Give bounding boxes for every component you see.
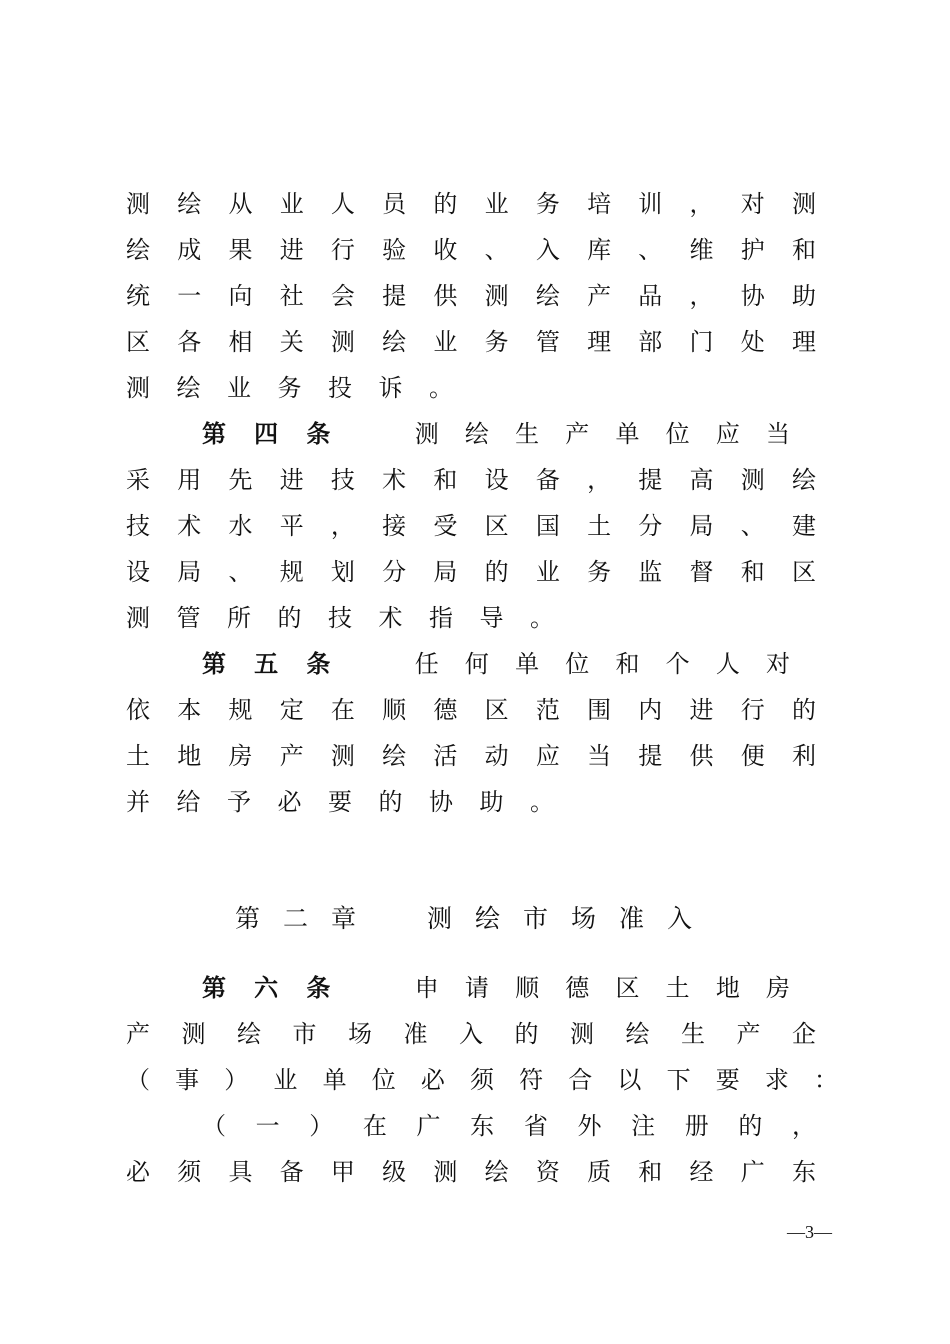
text-line: 统一向社会提供测绘产品，协助	[126, 282, 816, 310]
text-line-content: 测管所的技术指导。	[126, 604, 581, 632]
text-line: 产测绘市场准入的测绘生产企	[126, 1020, 816, 1048]
article-five-line	[202, 644, 816, 684]
text-line: 设局、规划分局的业务监督和区	[126, 558, 816, 586]
page-number: —3—	[787, 1222, 832, 1242]
text-line: 技术水平，接受区国土分局、建	[126, 512, 816, 540]
article-label: 第六条	[202, 973, 359, 1002]
article-text: 测绘生产单位应当	[414, 420, 817, 448]
text-line: （事）业单位必须符合以下要求：	[126, 1066, 838, 1094]
text-line-content: 并给予必要的协助。	[126, 788, 581, 816]
text-line: 区各相关测绘业务管理部门处理	[126, 328, 816, 356]
text-line	[126, 782, 816, 822]
article-text: 任何单位和个人对	[414, 650, 817, 678]
article-label: 第五条	[202, 649, 359, 678]
article-four-line	[202, 414, 816, 454]
chapter-heading: 第二章 测绘市场准入	[234, 904, 715, 933]
article-label: 第四条	[202, 419, 359, 448]
text-line: （一）在广东省外注册的，	[202, 1112, 816, 1140]
text-line: 依本规定在顺德区范围内进行的	[126, 696, 816, 724]
text-line: 采用先进技术和设备，提高测绘	[126, 466, 816, 494]
text-line: 绘成果进行验收、入库、维护和	[126, 236, 816, 264]
text-line	[126, 368, 816, 408]
text-line	[126, 598, 816, 638]
article-text: 申请顺德区土地房	[414, 974, 817, 1002]
text-line: 测绘从业人员的业务培训，对测	[126, 190, 816, 218]
text-line: 土地房产测绘活动应当提供便利	[126, 742, 816, 770]
text-line-content: 测绘业务投诉。	[126, 374, 480, 402]
article-six-line	[202, 968, 816, 1008]
text-line: 必须具备甲级测绘资质和经广东	[126, 1158, 816, 1186]
